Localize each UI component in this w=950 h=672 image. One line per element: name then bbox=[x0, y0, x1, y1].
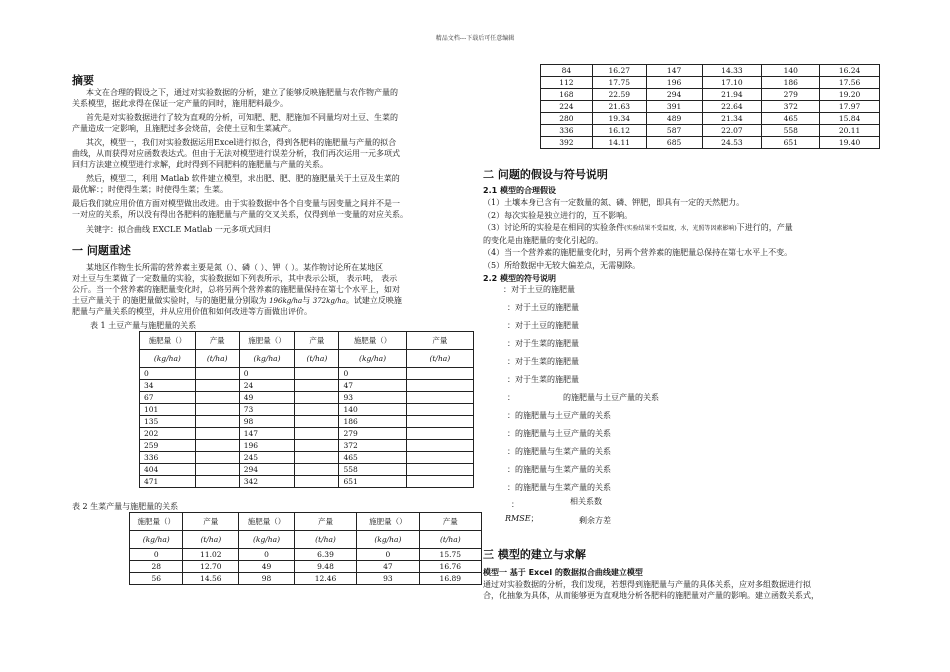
header-cell: 施肥量（） bbox=[130, 513, 183, 531]
abstract-line-0: 本文在合理的假设之下，通过对实验数据的分析，建立了能够反映施肥量与农作物产量的 bbox=[86, 88, 398, 97]
table-cell: 294 bbox=[646, 89, 702, 101]
table-cell: 17.10 bbox=[702, 77, 762, 89]
symbol-6: 的施肥量与土豆产量的关系 bbox=[563, 393, 659, 402]
table-cell: 56 bbox=[130, 573, 183, 585]
table-row bbox=[140, 452, 474, 464]
table-cell: 391 bbox=[646, 101, 702, 113]
table-cell: 22.07 bbox=[702, 125, 762, 137]
table-row bbox=[541, 89, 880, 101]
table-cell: 47 bbox=[339, 380, 406, 392]
table-header-row bbox=[140, 332, 474, 350]
symbols-title: 2.2 模型的符号说明 bbox=[483, 274, 556, 283]
s1-line-2: 公斤。当一个营养素的施肥量变化时，总将另两个营养素的施肥量保持在第七个水平上，如对 bbox=[72, 285, 400, 294]
symbol-8: ：的施肥量与土豆产量的关系 bbox=[507, 429, 611, 438]
abstract-line-7: 然后，模型二，利用 Matlab 软件建立模型，求出肥、肥、肥的施肥量关于土豆及生菜的 bbox=[86, 174, 400, 183]
table-row bbox=[140, 392, 474, 404]
symbol-0: ：对于土豆的施肥量 bbox=[503, 285, 575, 294]
table-cell: 294 bbox=[239, 464, 295, 476]
abstract-line-4: 其次，模型一，我们对实验数据运用Excel进行拟合，得到各肥料的施肥量与产量的拟合 bbox=[86, 138, 397, 147]
table-cell: 465 bbox=[762, 113, 820, 125]
table-cell: 19.40 bbox=[820, 137, 880, 149]
assumption-2: （2）每次实验是独立进行的，互不影响。 bbox=[483, 211, 633, 220]
table-cell bbox=[295, 440, 339, 452]
table-cell: 21.34 bbox=[702, 113, 762, 125]
table-cell: 17.56 bbox=[820, 77, 880, 89]
symbol-2: ：对于土豆的施肥量 bbox=[507, 321, 579, 330]
table-cell: 685 bbox=[646, 137, 702, 149]
table-cell: 98 bbox=[239, 573, 295, 585]
abstract-line-3: 产量造成一定影响，且施肥过多会烧苗，会使土豆和生菜减产。 bbox=[72, 124, 296, 133]
header-cell: 产量 bbox=[406, 332, 473, 350]
section1-title: 一 问题重述 bbox=[72, 244, 131, 257]
assumption-5: （5）所给数据中无较大偏差点，无需剔除。 bbox=[483, 261, 641, 270]
table-row bbox=[541, 137, 880, 149]
table-cell: 0 bbox=[140, 368, 196, 380]
symbol-7: ：的施肥量与土豆产量的关系 bbox=[507, 411, 611, 420]
symbol-9: ：的施肥量与生菜产量的关系 bbox=[507, 447, 611, 456]
table-cell: 15.84 bbox=[820, 113, 880, 125]
unit-cell: (t/ha) bbox=[195, 350, 239, 368]
table-cell: 101 bbox=[140, 404, 196, 416]
model1-title: 模型一 基于 Excel 的数据拟合曲线建立模型 bbox=[483, 568, 643, 577]
table-cell: 16.24 bbox=[820, 65, 880, 77]
table-cell: 16.76 bbox=[419, 561, 481, 573]
symbol-10: ：的施肥量与生菜产量的关系 bbox=[507, 465, 611, 474]
table-cell bbox=[406, 368, 473, 380]
symbol-13-var: RMSE； bbox=[505, 514, 539, 523]
abstract-line-8: 最优解：；时使得生菜；时使得生菜；生菜。 bbox=[72, 185, 228, 194]
table-cell bbox=[295, 368, 339, 380]
table-cell: 73 bbox=[239, 404, 295, 416]
table-cell bbox=[195, 452, 239, 464]
table-row bbox=[140, 368, 474, 380]
s1-line-3: 土豆产量关于 的施肥量做实验时，与的施肥量分别取为 196kg/ha与 372kg/ha。试建立反映施 bbox=[72, 296, 402, 305]
table-unit-row bbox=[140, 350, 474, 368]
table-cell: 24.53 bbox=[702, 137, 762, 149]
abstract-line-5: 曲线，从而获得对应函数表达式。但由于无法对模型进行误差分析，我们再次运用一元多项式 bbox=[72, 149, 400, 158]
table-cell: 98 bbox=[239, 416, 295, 428]
table-cell: 49 bbox=[239, 561, 295, 573]
s3-line-1: 合，化抽象为具体，从而能够更为直观地分析各肥料的施肥量对产量的影响。建立函数关系式， bbox=[483, 591, 819, 600]
table-row bbox=[140, 380, 474, 392]
table-cell: 558 bbox=[339, 464, 406, 476]
table-cell bbox=[295, 428, 339, 440]
table-cell bbox=[195, 416, 239, 428]
table-row bbox=[140, 428, 474, 440]
table-cell bbox=[295, 380, 339, 392]
table-cell: 336 bbox=[541, 125, 593, 137]
symbol-6-colon: ： bbox=[507, 393, 515, 402]
table-cell bbox=[406, 380, 473, 392]
unit-cell: (kg/ha) bbox=[239, 350, 295, 368]
page-header: 精品文档---下载后可任意编辑 bbox=[435, 35, 515, 42]
keywords: 关键字：拟合曲线 EXCLE Matlab 一元多项式回归 bbox=[86, 225, 271, 234]
table-cell: 11.02 bbox=[183, 549, 239, 561]
table-cell: 0 bbox=[130, 549, 183, 561]
table-row bbox=[541, 125, 880, 137]
table-cell: 336 bbox=[140, 452, 196, 464]
abstract-line-6: 回归方法建立模型进行求解，此时得到不同肥料的施肥量与产量的关系。 bbox=[72, 160, 328, 169]
table-row bbox=[140, 416, 474, 428]
table-cell bbox=[295, 404, 339, 416]
table-cell: 279 bbox=[762, 89, 820, 101]
unit-cell: (t/ha) bbox=[295, 350, 339, 368]
symbol-12: 相关系数 bbox=[570, 497, 602, 506]
table-row bbox=[140, 476, 474, 488]
table-cell: 93 bbox=[339, 392, 406, 404]
unit-cell: (t/ha) bbox=[419, 531, 481, 549]
table2 bbox=[129, 512, 482, 585]
assumption-1: （1）土壤本身已含有一定数量的氮、磷、钾肥，即具有一定的天然肥力。 bbox=[483, 198, 745, 207]
table-cell bbox=[295, 392, 339, 404]
table-header-row bbox=[130, 513, 482, 531]
table-cell: 16.12 bbox=[592, 125, 646, 137]
unit-cell: (kg/ha) bbox=[339, 350, 406, 368]
table-cell: 14.11 bbox=[592, 137, 646, 149]
table-cell: 147 bbox=[646, 65, 702, 77]
s1-line-5: 肥量与产量关系的模型，并从应用价值和如何改进等方面做出评价。 bbox=[72, 307, 312, 316]
table-row bbox=[130, 549, 482, 561]
table-cell bbox=[195, 380, 239, 392]
unit-cell: (kg/ha) bbox=[239, 531, 295, 549]
table-row bbox=[130, 573, 482, 585]
table-cell bbox=[406, 476, 473, 488]
unit-cell: (kg/ha) bbox=[357, 531, 419, 549]
table-cell: 6.39 bbox=[294, 549, 356, 561]
table-cell: 47 bbox=[357, 561, 419, 573]
table-cell: 202 bbox=[140, 428, 196, 440]
table-row bbox=[541, 77, 880, 89]
table-cell: 14.56 bbox=[183, 573, 239, 585]
table-cell bbox=[406, 440, 473, 452]
table2-caption: 表 2 生菜产量与施肥量的关系 bbox=[72, 502, 179, 511]
table-cell bbox=[195, 404, 239, 416]
table-cell: 372 bbox=[762, 101, 820, 113]
table-cell bbox=[406, 452, 473, 464]
table-cell bbox=[406, 428, 473, 440]
table-cell: 196 bbox=[239, 440, 295, 452]
table-cell bbox=[406, 404, 473, 416]
unit-cell: (t/ha) bbox=[406, 350, 473, 368]
table-cell bbox=[195, 464, 239, 476]
abstract-line-10: 一对应的关系，所以没有得出各肥料的施肥量与产量的交叉关系，仅得到单一变量的对应关系。 bbox=[72, 210, 408, 219]
table-cell: 140 bbox=[339, 404, 406, 416]
table-cell: 21.63 bbox=[592, 101, 646, 113]
unit-cell: (kg/ha) bbox=[130, 531, 183, 549]
table-cell bbox=[406, 392, 473, 404]
table-cell: 135 bbox=[140, 416, 196, 428]
table-cell bbox=[295, 476, 339, 488]
table-cell: 19.20 bbox=[820, 89, 880, 101]
assumption-3b: 的变化是由施肥量的变化引起的。 bbox=[483, 236, 603, 245]
table-row bbox=[140, 464, 474, 476]
table-cell: 0 bbox=[339, 368, 406, 380]
header-cell: 产量 bbox=[195, 332, 239, 350]
table-cell bbox=[195, 440, 239, 452]
table-cell: 168 bbox=[541, 89, 593, 101]
table-cell: 28 bbox=[130, 561, 183, 573]
abstract-title: 摘要 bbox=[72, 74, 94, 87]
header-cell: 施肥量（） bbox=[239, 513, 295, 531]
table-cell: 67 bbox=[140, 392, 196, 404]
table-cell: 21.94 bbox=[702, 89, 762, 101]
table-cell: 12.46 bbox=[294, 573, 356, 585]
table-cell: 147 bbox=[239, 428, 295, 440]
abstract-line-9: 最后我们就应用价值方面对模型做出改进。由于实验数据中各个自变量与因变量之间并不是一 bbox=[72, 199, 400, 208]
table-cell: 112 bbox=[541, 77, 593, 89]
table-cell: 245 bbox=[239, 452, 295, 464]
header-cell: 施肥量（） bbox=[339, 332, 406, 350]
header-cell: 产量 bbox=[183, 513, 239, 531]
table-cell: 22.64 bbox=[702, 101, 762, 113]
unit-cell: (kg/ha) bbox=[140, 350, 196, 368]
table-cell: 34 bbox=[140, 380, 196, 392]
header-cell: 施肥量（） bbox=[140, 332, 196, 350]
header-cell: 产量 bbox=[419, 513, 481, 531]
table-cell: 9.48 bbox=[294, 561, 356, 573]
table-cell bbox=[295, 416, 339, 428]
section2-title: 二 问题的假设与符号说明 bbox=[483, 168, 608, 181]
table-cell: 465 bbox=[339, 452, 406, 464]
assumptions-title: 2.1 模型的合理假设 bbox=[483, 186, 556, 195]
assumption-3: （3）讨论所的实验是在相同的实验条件(实验结果不受温度，水，光照等因素影响)下进行的，产量 bbox=[483, 223, 793, 232]
header-cell: 产量 bbox=[294, 513, 356, 531]
table-cell: 84 bbox=[541, 65, 593, 77]
abstract-line-2: 首先是对实验数据进行了较为直观的分析，可知肥、肥、肥施加不同量均对土豆、生菜的 bbox=[86, 113, 398, 122]
symbol-12-colon: ： bbox=[511, 500, 519, 509]
table-cell: 372 bbox=[339, 440, 406, 452]
table-row bbox=[140, 404, 474, 416]
s3-line-0: 通过对实验数据的分析，我们发现，若想得到施肥量与产量的具体关系，应对多组数据进行拟 bbox=[483, 580, 811, 589]
table-cell: 279 bbox=[339, 428, 406, 440]
table-cell: 15.75 bbox=[419, 549, 481, 561]
table-cell: 22.59 bbox=[592, 89, 646, 101]
table-cell: 224 bbox=[541, 101, 593, 113]
section3-title: 三 模型的建立与求解 bbox=[483, 548, 586, 561]
table-cell: 558 bbox=[762, 125, 820, 137]
abstract-line-1: 关系模型，据此求得在保证一定产量的同时，施用肥料最少。 bbox=[72, 99, 288, 108]
table-cell: 12.70 bbox=[183, 561, 239, 573]
table-cell: 651 bbox=[339, 476, 406, 488]
symbol-11: ：的施肥量与生菜产量的关系 bbox=[507, 483, 611, 492]
table-cell bbox=[195, 428, 239, 440]
table-row bbox=[140, 440, 474, 452]
header-cell: 产量 bbox=[295, 332, 339, 350]
table-cell: 14.33 bbox=[702, 65, 762, 77]
table-cell: 0 bbox=[239, 549, 295, 561]
table-cell bbox=[195, 368, 239, 380]
symbol-1: ：对于土豆的施肥量 bbox=[507, 303, 579, 312]
table-cell: 186 bbox=[339, 416, 406, 428]
table-unit-row bbox=[130, 531, 482, 549]
table-cell: 0 bbox=[357, 549, 419, 561]
table-row bbox=[541, 113, 880, 125]
table-cell: 17.75 bbox=[592, 77, 646, 89]
table-cell: 471 bbox=[140, 476, 196, 488]
symbol-13: 剩余方差 bbox=[579, 516, 611, 525]
table-cell: 489 bbox=[646, 113, 702, 125]
table-cell: 196 bbox=[646, 77, 702, 89]
table-cell: 93 bbox=[357, 573, 419, 585]
table-cell: 16.89 bbox=[419, 573, 481, 585]
table-cell: 19.34 bbox=[592, 113, 646, 125]
table-cell: 259 bbox=[140, 440, 196, 452]
table-cell bbox=[295, 452, 339, 464]
table-cell: 651 bbox=[762, 137, 820, 149]
table-cell bbox=[406, 416, 473, 428]
symbol-4: ：对于生菜的施肥量 bbox=[507, 357, 579, 366]
table-cell bbox=[406, 464, 473, 476]
unit-cell: (t/ha) bbox=[294, 531, 356, 549]
table1-caption: 表 1 土豆产量与施肥量的关系 bbox=[90, 321, 197, 330]
table-cell bbox=[195, 476, 239, 488]
table-cell: 404 bbox=[140, 464, 196, 476]
table1 bbox=[139, 331, 474, 488]
table-cell bbox=[295, 464, 339, 476]
unit-cell: (t/ha) bbox=[183, 531, 239, 549]
table-cell: 0 bbox=[239, 368, 295, 380]
table-row bbox=[541, 65, 880, 77]
table-cell: 186 bbox=[762, 77, 820, 89]
table-row bbox=[130, 561, 482, 573]
table-cell: 587 bbox=[646, 125, 702, 137]
table-cell: 20.11 bbox=[820, 125, 880, 137]
table-cell: 392 bbox=[541, 137, 593, 149]
table-cell: 24 bbox=[239, 380, 295, 392]
s1-line-1: 对土豆与生菜做了一定数量的实验，实验数据如下列表所示，其中表示公顷， 表示吨， 表示 bbox=[72, 274, 398, 283]
symbol-5: ：对于生菜的施肥量 bbox=[507, 375, 579, 384]
header-cell: 施肥量（） bbox=[239, 332, 295, 350]
table-cell: 49 bbox=[239, 392, 295, 404]
table-cell: 17.97 bbox=[820, 101, 880, 113]
symbol-3: ：对于生菜的施肥量 bbox=[507, 339, 579, 348]
table-cell bbox=[195, 392, 239, 404]
table-row bbox=[541, 101, 880, 113]
table-cell: 16.27 bbox=[592, 65, 646, 77]
table2-continued bbox=[540, 64, 880, 149]
s1-line-0: 某地区作物生长所需的营养素主要是氮（）、磷（ ）、钾（ ）。某作物讨论所在某地区 bbox=[86, 263, 384, 272]
table-cell: 140 bbox=[762, 65, 820, 77]
header-cell: 施肥量（） bbox=[357, 513, 419, 531]
table-cell: 280 bbox=[541, 113, 593, 125]
table-cell: 342 bbox=[239, 476, 295, 488]
assumption-4: （4）当一个营养素的施肥量变化时，另两个营养素的施肥量总保持在第七水平上不变。 bbox=[483, 248, 793, 257]
